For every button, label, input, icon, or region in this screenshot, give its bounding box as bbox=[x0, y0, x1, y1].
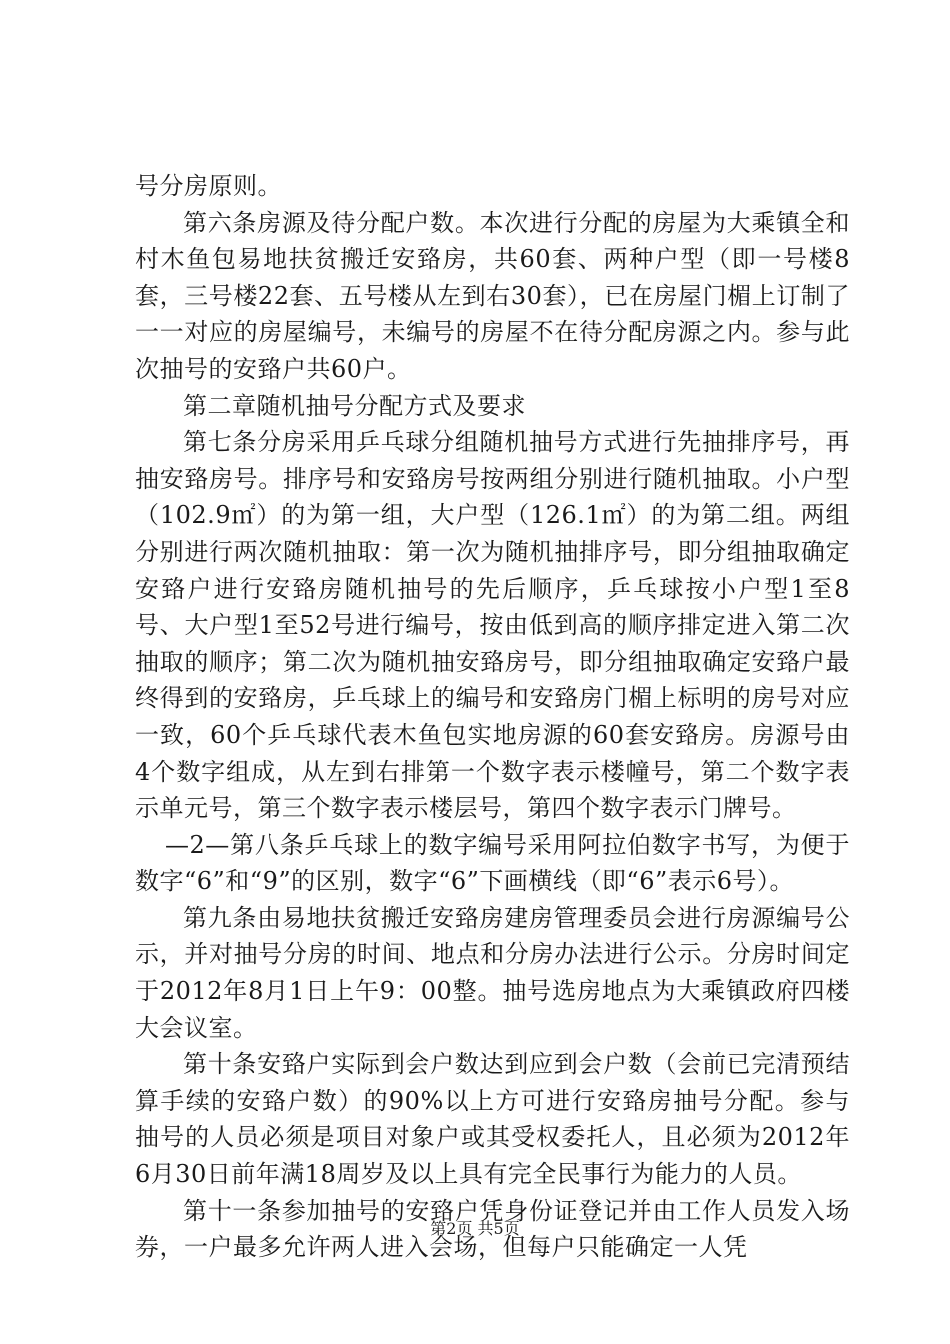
paragraph-article-10: 第十条安臵户实际到会户数达到应到会户数（会前已完清预结算手续的安臵户数）的90%以上方可进行安臵房抽号分配。参与抽号的人员必须是项目对象户或其受权委托人，且必须为2012年6月30日前年满18周岁及以上具有完全民事行为能力的人员。 bbox=[135, 1050, 850, 1189]
paragraph-article-11: 第十一条参加抽号的安臵户凭身份证登记并由工作人员发入场券，一户最多允许两人进入会场，但每户只能确定一人凭 bbox=[135, 1196, 850, 1262]
page-footer: 第2页 共5页 bbox=[430, 1219, 520, 1238]
paragraph-article-8: —2—第八条乒乓球上的数字编号采用阿拉伯数字书写，为便于数字“6”和“9”的区别，数字“6”下画横线（即“6”表示6号）。 bbox=[135, 830, 850, 896]
paragraph-article-9: 第九条由易地扶贫搬迁安臵房建房管理委员会进行房源编号公示，并对抽号分房的时间、地点和分房办法进行公示。分房时间定于2012年8月1日上午9：00整。抽号选房地点为大乘镇政府四楼大会议室。 bbox=[135, 903, 850, 1042]
paragraph-continuation: 号分房原则。 bbox=[135, 172, 282, 200]
paragraph-article-7: 第七条分房采用乒乓球分组随机抽号方式进行先抽排序号，再抽安臵房号。排序号和安臵房号按两组分别进行随机抽取。小户型（102.9㎡）的为第一组，大户型（126.1㎡）的为第二组。两组分别进行两次随机抽取：第一次为随机抽排序号，即分组抽取确定安臵户进行安臵房随机抽号的先后顺序，乒乓球按小户型1至8号、大户型1至52号进行编号，按由低到高的顺序排定进入第二次抽取的顺序；第二次为随机抽安臵房号，即分组抽取确定安臵户最终得到的安臵房，乒乓球上的编号和安臵房门楣上标明的房号对应一致，60个乒乓球代表木鱼包实地房源的60套安臵房。房源号由4个数字组成，从左到右排第一个数字表示楼幢号，第二个数字表示单元号，第三个数字表示楼层号，第四个数字表示门牌号。 bbox=[135, 428, 850, 823]
chapter-heading: 第二章随机抽号分配方式及要求 bbox=[183, 391, 526, 420]
paragraph-article-6: 第六条房源及待分配户数。本次进行分配的房屋为大乘镇全和村木鱼包易地扶贫搬迁安臵房，共60套、两种户型（即一号楼8套，三号楼22套、五号楼从左到右30套），已在房屋门楣上订制了一一对应的房屋编号，未编号的房屋不在待分配房源之内。参与此次抽号的安臵户共60户。 bbox=[135, 208, 850, 383]
document-body bbox=[135, 168, 850, 1266]
